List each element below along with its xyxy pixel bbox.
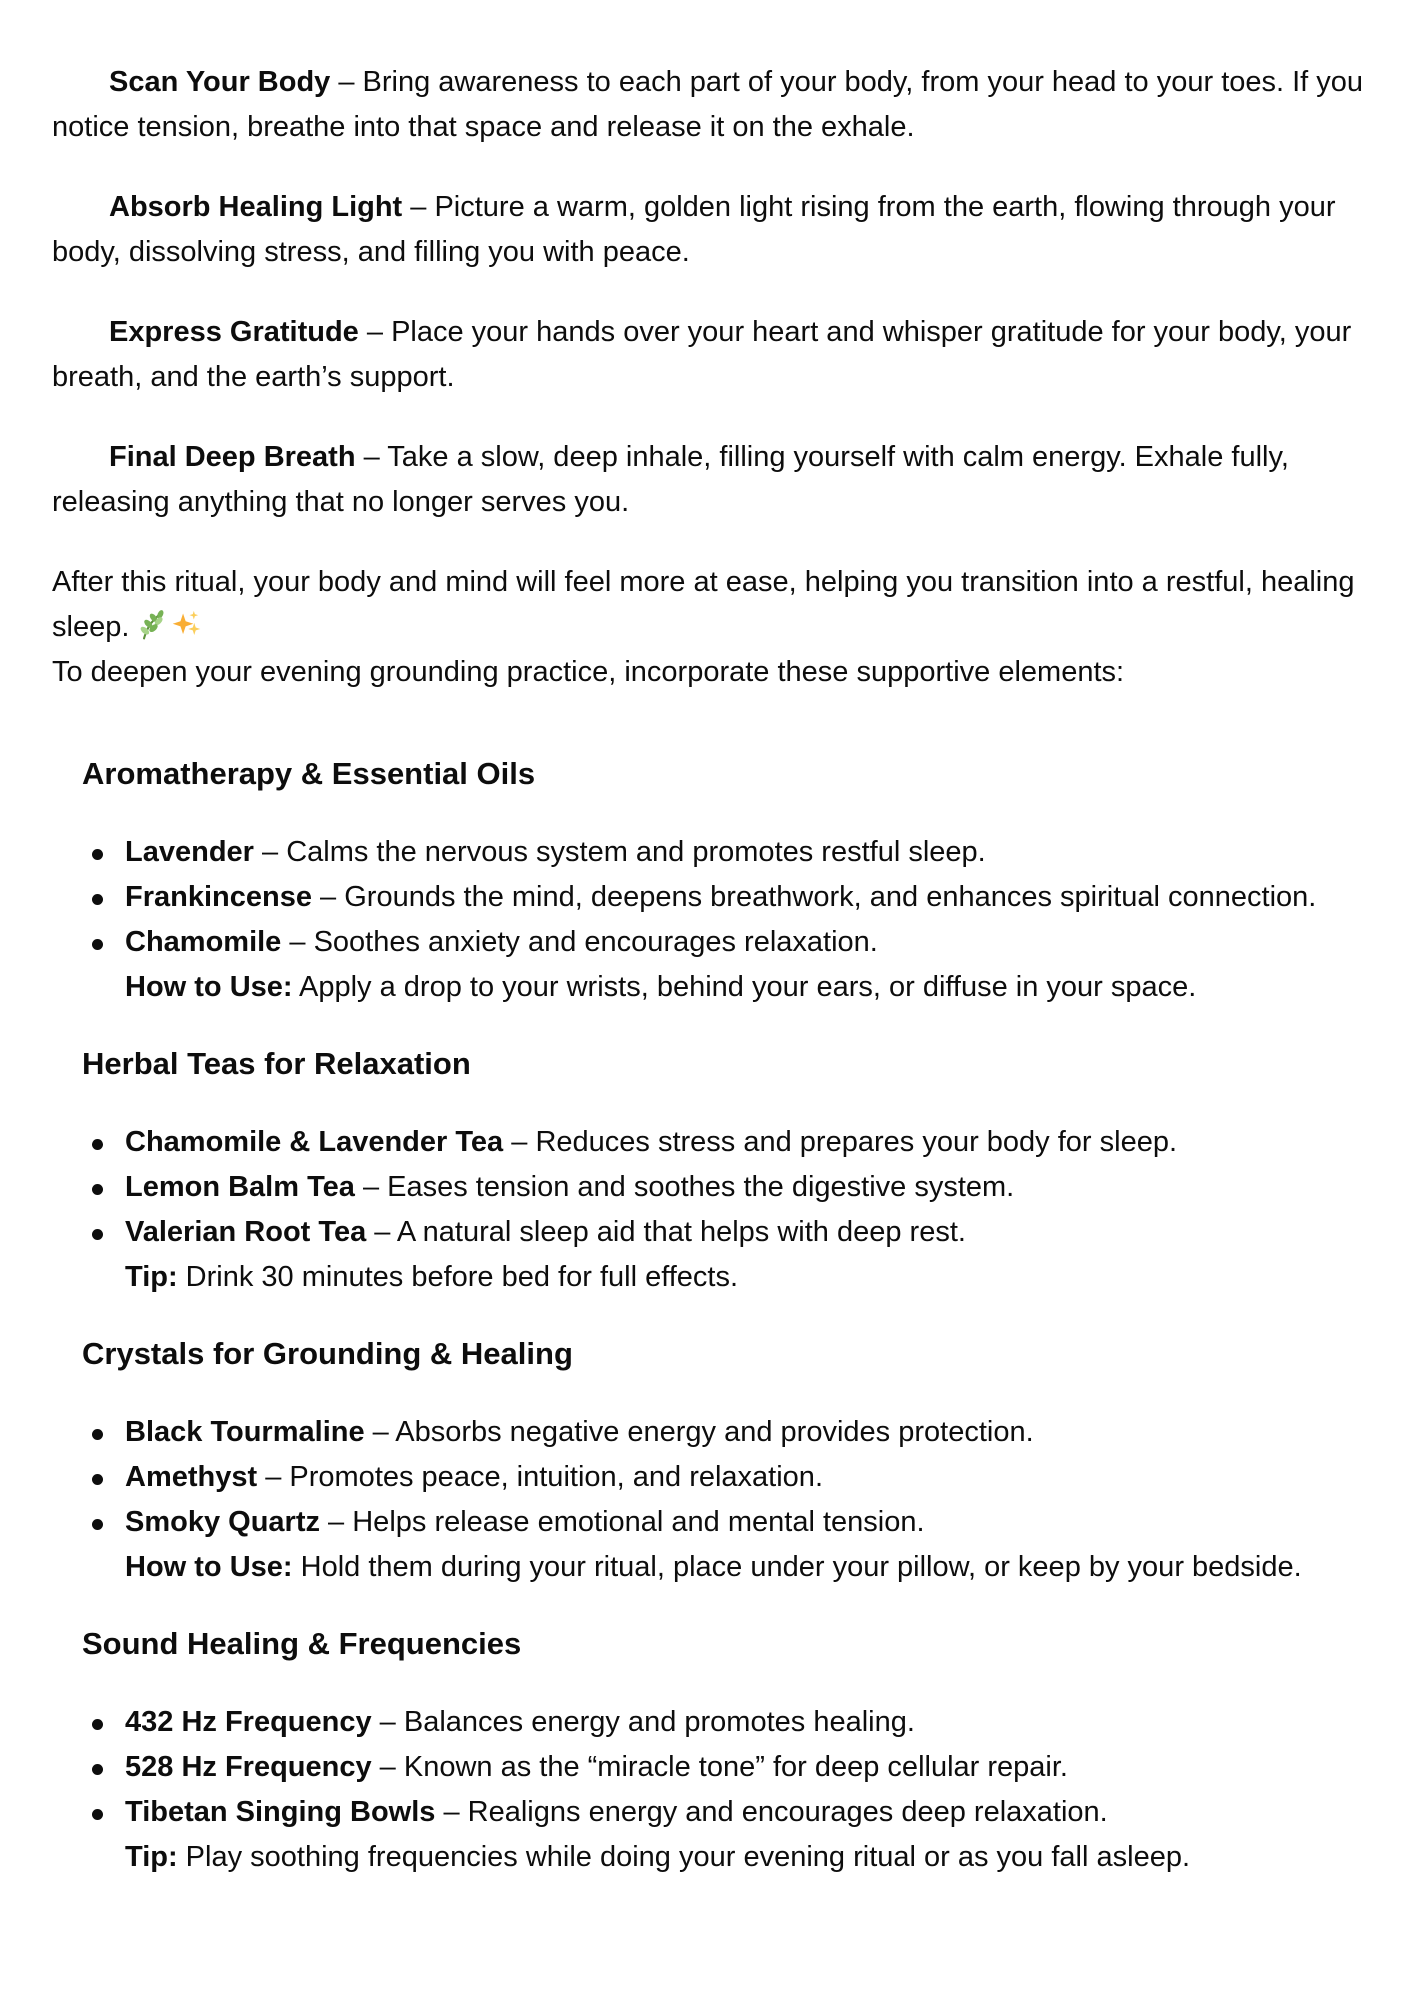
item-term: 528 Hz Frequency (125, 1751, 372, 1783)
closing-line1: After this ritual, your body and mind will feel more at ease, helping you transition into a restful, healing sleep. (52, 566, 1355, 643)
item-desc: – Absorbs negative energy and provides protection. (364, 1416, 1034, 1448)
ritual-step-paragraph (52, 310, 1374, 400)
item-desc: – Grounds the mind, deepens breathwork, and enhances spiritual connection. (311, 881, 1317, 913)
item-term: Chamomile (125, 926, 282, 958)
item-term: Tibetan Singing Bowls (125, 1796, 436, 1828)
list-note (125, 1835, 1374, 1880)
item-desc: – Helps release emotional and mental tension. (320, 1506, 925, 1538)
note-text: Hold them during your ritual, place under your pillow, or keep by your bedside. (292, 1551, 1302, 1583)
item-term: Smoky Quartz (125, 1506, 320, 1538)
item-term: Valerian Root Tea (125, 1216, 367, 1248)
item-desc: – A natural sleep aid that helps with deep rest. (366, 1216, 966, 1248)
step-term: Express Gratitude (109, 316, 359, 348)
step-desc: – Place your hands over your heart and whisper gratitude for your body, your breath, and the earth’s support. (52, 316, 1352, 393)
step-desc: – Picture a warm, golden light rising from the earth, flowing through your body, dissolving stress, and filling you with peace. (52, 191, 1336, 268)
document-body (52, 60, 1374, 1880)
list-item (125, 830, 1374, 875)
section-heading-aromatherapy: Aromatherapy & Essential Oils (82, 756, 536, 791)
list-item (125, 1790, 1374, 1835)
note-label: How to Use: (125, 1551, 293, 1583)
item-term: 432 Hz Frequency (125, 1706, 372, 1738)
list-item (125, 875, 1374, 920)
step-desc: – Take a slow, deep inhale, filling yourself with calm energy. Exhale fully, releasing anything that no longer serves you. (52, 441, 1289, 518)
step-desc: – Bring awareness to each part of your body, from your head to your toes. If you notice tension, breathe into that space and release it on the exhale. (52, 66, 1364, 143)
step-term: Absorb Healing Light (109, 191, 403, 223)
list-note (125, 965, 1374, 1010)
item-desc: – Promotes peace, intuition, and relaxation. (257, 1461, 823, 1493)
item-desc: – Soothes anxiety and encourages relaxation. (281, 926, 878, 958)
herbal-teas-list (52, 1120, 1374, 1300)
ritual-step-paragraph (52, 185, 1374, 275)
item-desc: – Eases tension and soothes the digestive system. (354, 1171, 1015, 1203)
note-text: Play soothing frequencies while doing your evening ritual or as you fall asleep. (177, 1841, 1191, 1873)
item-desc: – Reduces stress and prepares your body for sleep. (503, 1126, 1178, 1158)
list-item (125, 1455, 1374, 1500)
sparkles-emoji-icon (171, 610, 202, 641)
item-term: Amethyst (125, 1461, 258, 1493)
step-term: Scan Your Body (109, 66, 331, 98)
note-label: Tip: (125, 1261, 178, 1293)
note-label: Tip: (125, 1841, 178, 1873)
list-item (125, 1210, 1374, 1255)
note-text: Drink 30 minutes before bed for full effects. (177, 1261, 739, 1293)
section-heading-sound-healing: Sound Healing & Frequencies (82, 1626, 522, 1661)
item-term: Lemon Balm Tea (125, 1171, 355, 1203)
item-term: Chamomile & Lavender Tea (125, 1126, 504, 1158)
list-item (125, 920, 1374, 965)
list-note (125, 1545, 1374, 1590)
crystals-list (52, 1410, 1374, 1590)
list-item (125, 1120, 1374, 1165)
herb-emoji-icon (138, 610, 169, 641)
item-desc: – Calms the nervous system and promotes restful sleep. (253, 836, 986, 868)
item-term: Lavender (125, 836, 254, 868)
sound-healing-list (52, 1700, 1374, 1880)
closing-paragraph (52, 560, 1374, 695)
note-text: Apply a drop to your wrists, behind your ears, or diffuse in your space. (292, 971, 1197, 1003)
list-item (125, 1410, 1374, 1455)
list-note (125, 1255, 1374, 1300)
list-item (125, 1165, 1374, 1210)
item-term: Frankincense (125, 881, 312, 913)
item-desc: – Known as the “miracle tone” for deep cellular repair. (371, 1751, 1068, 1783)
item-term: Black Tourmaline (125, 1416, 365, 1448)
note-label: How to Use: (125, 971, 293, 1003)
list-item (125, 1745, 1374, 1790)
section-heading-herbal-teas: Herbal Teas for Relaxation (82, 1046, 471, 1081)
aromatherapy-list (52, 830, 1374, 1010)
list-item (125, 1500, 1374, 1545)
ritual-step-paragraph (52, 435, 1374, 525)
item-desc: – Balances energy and promotes healing. (371, 1706, 915, 1738)
item-desc: – Realigns energy and encourages deep relaxation. (435, 1796, 1108, 1828)
step-term: Final Deep Breath (109, 441, 356, 473)
list-item (125, 1700, 1374, 1745)
section-heading-crystals: Crystals for Grounding & Healing (82, 1336, 573, 1371)
ritual-step-paragraph (52, 60, 1374, 150)
closing-line2: To deepen your evening grounding practice, incorporate these supportive elements: (52, 656, 1125, 688)
